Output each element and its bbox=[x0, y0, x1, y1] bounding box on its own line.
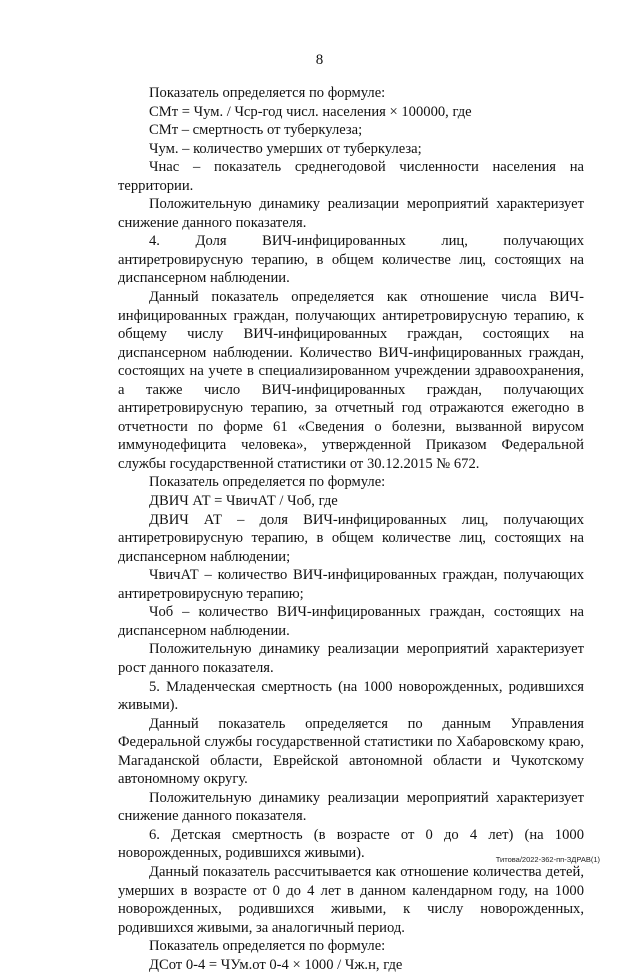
document-body bbox=[118, 84, 584, 974]
section-heading: 5. Младенческая смертность (на 1000 новорожденных, родившихся живыми). bbox=[118, 678, 584, 714]
paragraph: ЧвичАТ – количество ВИЧ-инфицированных граждан, получающих антиретровирусную терапию; bbox=[118, 567, 584, 602]
paragraph: Данный показатель рассчитывается как отношение количества детей, умерших в возрасте от 0 до 4 лет в данном календарном году, на 1000 новорожденных, родившихся живыми, к числу новорожденных, родившихся живыми, за аналогичный период. bbox=[118, 863, 584, 936]
formula: СМт = Чум. / Чср-год числ. населения × 100000, где bbox=[149, 103, 472, 120]
paragraph: Чнас – показатель среднегодовой численности населения на территории. bbox=[118, 159, 584, 194]
footer-document-code: Титова/2022-362-пп-ЗДРАВ(1) bbox=[495, 855, 600, 864]
paragraph: Показатель определяется по формуле: bbox=[149, 474, 386, 491]
paragraph: Положительную динамику реализации мероприятий характеризует снижение данного показателя. bbox=[118, 789, 584, 825]
paragraph: Положительную динамику реализации мероприятий характеризует снижение данного показателя. bbox=[118, 196, 584, 231]
paragraph: Показатель определяется по формуле: bbox=[149, 938, 386, 955]
paragraph: Данный показатель определяется как отношение числа ВИЧ-инфицированных граждан, получающих антиретровирусную терапию, к общему числу ВИЧ-инфицированных граждан, состоящих на диспансерном наблюдении. Количество ВИЧ-инфицированных граждан, состоящих на учете в специализированном учреждении здравоохранения, а также число ВИЧ-инфицированных граждан, получающих антиретровирусную терапию, за отчетный год отражаются ежегодно в отчетности по форме 61 «Сведения о болезни, вызванной вирусом иммунодефицита человека», утвержденной Приказом Федеральной службы государственной статистики от 30.12.2015 № 672. bbox=[118, 289, 584, 472]
paragraph: Показатель определяется по формуле: bbox=[149, 85, 386, 101]
paragraph: Чоб – количество ВИЧ-инфицированных граждан, состоящих на диспансерном наблюдении. bbox=[118, 604, 584, 639]
formula: ДВИЧ АТ = ЧвичАТ / Чоб, где bbox=[149, 493, 338, 510]
page-number: 8 bbox=[315, 52, 324, 68]
paragraph: Данный показатель определяется по данным Управления Федеральной службы государственной статистики по Хабаровскому краю, Магаданской области, Еврейской автономной области и Чукотскому автономному округу. bbox=[118, 715, 584, 788]
paragraph: Положительную динамику реализации мероприятий характеризует рост данного показателя. bbox=[118, 641, 584, 676]
section-heading: 6. Детская смертность (в возрасте от 0 до 4 лет) (на 1000 новорожденных, родившихся живыми). bbox=[118, 826, 584, 862]
paragraph: Чум. – количество умерших от туберкулеза; bbox=[149, 140, 422, 157]
formula: ДСот 0-4 = ЧУм.от 0-4 × 1000 / Чж.н, где bbox=[149, 956, 403, 973]
paragraph: СМт – смертность от туберкулеза; bbox=[149, 122, 363, 139]
paragraph: ДВИЧ АТ – доля ВИЧ-инфицированных лиц, получающих антиретровирусную терапию, в общем количестве лиц, состоящих на диспансерном наблюдении; bbox=[118, 511, 584, 565]
section-heading: 4. Доля ВИЧ-инфицированных лиц, получающих антиретровирусную терапию, в общем количестве лиц, состоящих на диспансерном наблюдении. bbox=[118, 233, 584, 287]
